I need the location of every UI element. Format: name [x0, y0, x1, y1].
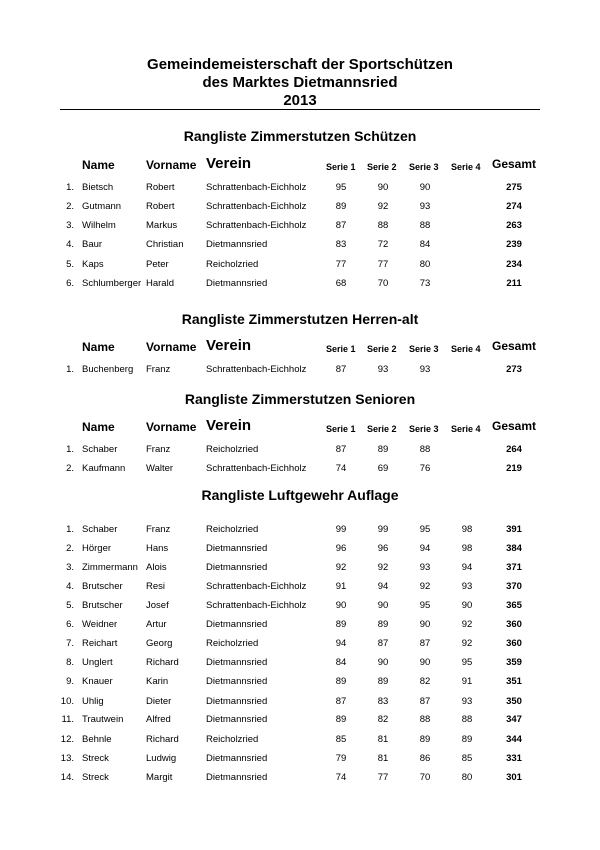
cell-serie-2: 94 — [377, 581, 389, 592]
cell-rank: 6. — [66, 619, 74, 630]
cell-rank: 13. — [60, 753, 74, 764]
column-header-serie-3: Serie 3 — [409, 424, 439, 434]
cell-gesamt: 239 — [506, 239, 522, 250]
cell-name: Behnle — [82, 734, 112, 745]
cell-vorname: Hans — [146, 543, 169, 554]
cell-name: Wilhelm — [82, 220, 116, 231]
cell-rank: 6. — [66, 278, 74, 289]
cell-rank: 11. — [61, 714, 74, 725]
cell-name: Baur — [82, 239, 103, 250]
cell-serie-4: 93 — [461, 581, 473, 592]
cell-gesamt: 371 — [506, 562, 522, 573]
column-header-serie-2: Serie 2 — [367, 424, 397, 434]
cell-serie-3: 90 — [419, 657, 431, 668]
cell-serie-1: 87 — [335, 444, 347, 455]
cell-name: Brutscher — [82, 581, 123, 592]
cell-vorname: Artur — [146, 619, 167, 630]
cell-gesamt: 274 — [506, 201, 522, 212]
cell-vorname: Georg — [146, 638, 173, 649]
cell-verein: Dietmannsried — [206, 619, 268, 630]
cell-vorname: Josef — [146, 600, 169, 611]
column-header-serie-4: Serie 4 — [451, 424, 481, 434]
section-title: Rangliste Zimmerstutzen Schützen — [183, 128, 417, 144]
cell-verein: Schrattenbach-Eichholz — [206, 220, 307, 231]
cell-verein: Reicholzried — [206, 444, 259, 455]
title-divider — [60, 109, 540, 110]
cell-serie-3: 87 — [419, 696, 431, 707]
cell-gesamt: 384 — [506, 543, 522, 554]
cell-vorname: Margit — [146, 772, 173, 783]
cell-rank: 10. — [60, 696, 74, 707]
cell-serie-3: 82 — [419, 676, 431, 687]
cell-name: Bietsch — [82, 182, 114, 193]
cell-verein: Schrattenbach-Eichholz — [206, 463, 307, 474]
cell-vorname: Franz — [146, 524, 171, 535]
cell-serie-2: 92 — [377, 562, 389, 573]
cell-verein: Reicholzried — [206, 638, 259, 649]
cell-serie-2: 77 — [377, 259, 389, 270]
cell-name: Zimmermann — [82, 562, 138, 573]
cell-serie-3: 73 — [419, 278, 431, 289]
column-header-serie-2: Serie 2 — [367, 344, 397, 354]
cell-rank: 2. — [66, 201, 74, 212]
column-header-vorname: Vorname — [146, 420, 197, 434]
cell-serie-2: 72 — [377, 239, 389, 250]
cell-vorname: Robert — [146, 201, 175, 212]
cell-name: Unglert — [82, 657, 113, 668]
cell-name: Brutscher — [82, 600, 123, 611]
cell-serie-2: 99 — [377, 524, 389, 535]
cell-gesamt: 351 — [506, 676, 522, 687]
cell-serie-1: 87 — [335, 696, 347, 707]
cell-gesamt: 365 — [506, 600, 522, 611]
cell-serie-2: 89 — [377, 619, 389, 630]
cell-serie-1: 79 — [335, 753, 347, 764]
cell-rank: 9. — [66, 676, 74, 687]
cell-serie-3: 93 — [419, 201, 431, 212]
cell-serie-3: 87 — [419, 638, 431, 649]
cell-vorname: Richard — [146, 734, 179, 745]
cell-serie-2: 90 — [377, 600, 389, 611]
cell-serie-1: 89 — [335, 201, 347, 212]
cell-verein: Dietmannsried — [206, 696, 268, 707]
cell-vorname: Walter — [146, 463, 174, 474]
cell-serie-2: 88 — [377, 220, 389, 231]
column-header-name: Name — [82, 340, 115, 354]
cell-serie-4: 80 — [461, 772, 473, 783]
cell-rank: 7. — [66, 638, 74, 649]
cell-rank: 2. — [66, 463, 74, 474]
cell-gesamt: 350 — [506, 696, 522, 707]
cell-serie-1: 89 — [335, 676, 347, 687]
column-header-name: Name — [82, 420, 115, 434]
document-title-line-2: des Marktes Dietmannsried — [202, 74, 398, 91]
column-header-serie-1: Serie 1 — [326, 344, 356, 354]
cell-serie-2: 89 — [377, 676, 389, 687]
cell-rank: 8. — [66, 657, 74, 668]
cell-vorname: Franz — [146, 444, 171, 455]
cell-vorname: Karin — [146, 676, 169, 687]
cell-vorname: Harald — [146, 278, 174, 289]
cell-vorname: Resi — [146, 581, 166, 592]
cell-serie-2: 89 — [377, 444, 389, 455]
cell-verein: Schrattenbach-Eichholz — [206, 364, 307, 375]
cell-vorname: Peter — [146, 259, 169, 270]
cell-name: Reichart — [82, 638, 118, 649]
cell-name: Streck — [82, 753, 109, 764]
cell-serie-3: 95 — [419, 600, 431, 611]
cell-verein: Dietmannsried — [206, 562, 268, 573]
cell-verein: Schrattenbach-Eichholz — [206, 600, 307, 611]
cell-serie-3: 86 — [419, 753, 431, 764]
cell-gesamt: 359 — [506, 657, 522, 668]
cell-gesamt: 360 — [506, 638, 522, 649]
section-title: Rangliste Luftgewehr Auflage — [201, 487, 399, 503]
cell-serie-3: 93 — [419, 562, 431, 573]
cell-rank: 3. — [66, 220, 74, 231]
cell-verein: Reicholzried — [206, 524, 259, 535]
cell-serie-4: 95 — [461, 657, 473, 668]
cell-serie-3: 94 — [419, 543, 431, 554]
cell-serie-3: 90 — [419, 619, 431, 630]
cell-serie-3: 89 — [419, 734, 431, 745]
cell-serie-3: 93 — [419, 364, 431, 375]
cell-serie-2: 81 — [377, 734, 389, 745]
cell-rank: 5. — [66, 600, 74, 611]
cell-serie-1: 77 — [335, 259, 347, 270]
section-title: Rangliste Zimmerstutzen Herren-alt — [181, 311, 419, 327]
cell-vorname: Ludwig — [146, 753, 177, 764]
column-header-verein: Verein — [206, 417, 252, 434]
cell-serie-2: 92 — [377, 201, 389, 212]
cell-rank: 5. — [66, 259, 74, 270]
cell-name: Hörger — [82, 543, 112, 554]
cell-gesamt: 219 — [506, 463, 522, 474]
cell-serie-1: 90 — [335, 600, 347, 611]
cell-serie-2: 90 — [377, 182, 389, 193]
cell-serie-3: 80 — [419, 259, 431, 270]
cell-serie-3: 88 — [419, 714, 431, 725]
cell-serie-1: 94 — [335, 638, 347, 649]
cell-rank: 12. — [60, 734, 74, 745]
cell-rank: 1. — [66, 524, 74, 535]
column-header-serie-4: Serie 4 — [451, 162, 481, 172]
cell-serie-1: 95 — [335, 182, 347, 193]
column-header-serie-2: Serie 2 — [367, 162, 397, 172]
cell-name: Kaps — [82, 259, 104, 270]
cell-serie-4: 92 — [461, 619, 473, 630]
column-header-serie-3: Serie 3 — [409, 162, 439, 172]
column-header-serie-1: Serie 1 — [326, 424, 356, 434]
cell-gesamt: 234 — [506, 259, 522, 270]
cell-verein: Dietmannsried — [206, 676, 268, 687]
cell-serie-4: 85 — [461, 753, 473, 764]
cell-serie-4: 98 — [461, 524, 473, 535]
cell-gesamt: 264 — [506, 444, 522, 455]
cell-serie-2: 83 — [377, 696, 389, 707]
cell-verein: Dietmannsried — [206, 657, 268, 668]
cell-name: Schlumberger — [82, 278, 142, 289]
cell-gesamt: 370 — [506, 581, 522, 592]
cell-serie-1: 87 — [335, 220, 347, 231]
cell-verein: Dietmannsried — [206, 543, 268, 554]
cell-serie-1: 87 — [335, 364, 347, 375]
cell-serie-4: 89 — [461, 734, 473, 745]
cell-rank: 1. — [66, 364, 74, 375]
cell-vorname: Christian — [146, 239, 184, 250]
column-header-serie-3: Serie 3 — [409, 344, 439, 354]
cell-verein: Schrattenbach-Eichholz — [206, 182, 307, 193]
cell-serie-3: 70 — [419, 772, 431, 783]
cell-verein: Dietmannsried — [206, 714, 268, 725]
cell-serie-1: 99 — [335, 524, 347, 535]
cell-verein: Dietmannsried — [206, 753, 268, 764]
cell-serie-2: 82 — [377, 714, 389, 725]
cell-vorname: Alois — [146, 562, 167, 573]
cell-rank: 1. — [66, 182, 74, 193]
cell-vorname: Markus — [146, 220, 178, 231]
cell-serie-2: 81 — [377, 753, 389, 764]
cell-serie-1: 92 — [335, 562, 347, 573]
cell-gesamt: 331 — [506, 753, 522, 764]
cell-serie-4: 92 — [461, 638, 473, 649]
cell-name: Knauer — [82, 676, 113, 687]
cell-serie-2: 69 — [377, 463, 389, 474]
cell-gesamt: 391 — [506, 524, 522, 535]
cell-serie-1: 84 — [335, 657, 347, 668]
cell-vorname: Robert — [146, 182, 175, 193]
column-header-gesamt: Gesamt — [492, 157, 537, 171]
cell-vorname: Dieter — [146, 696, 172, 707]
cell-serie-1: 89 — [335, 619, 347, 630]
cell-serie-1: 83 — [335, 239, 347, 250]
document-title-line-1: Gemeindemeisterschaft der Sportschützen — [147, 56, 453, 73]
document-title-year: 2013 — [283, 92, 317, 109]
cell-gesamt: 344 — [506, 734, 522, 745]
column-header-name: Name — [82, 158, 115, 172]
cell-serie-3: 88 — [419, 444, 431, 455]
cell-verein: Schrattenbach-Eichholz — [206, 581, 307, 592]
cell-verein: Dietmannsried — [206, 278, 268, 289]
column-header-vorname: Vorname — [146, 158, 197, 172]
cell-name: Trautwein — [82, 714, 124, 725]
cell-serie-1: 85 — [335, 734, 347, 745]
cell-serie-3: 92 — [419, 581, 431, 592]
cell-serie-2: 96 — [377, 543, 389, 554]
cell-gesamt: 275 — [506, 182, 522, 193]
cell-serie-1: 68 — [335, 278, 347, 289]
cell-name: Buchenberg — [82, 364, 134, 375]
cell-name: Schaber — [82, 524, 118, 535]
cell-serie-2: 93 — [377, 364, 389, 375]
cell-serie-3: 84 — [419, 239, 431, 250]
cell-serie-1: 96 — [335, 543, 347, 554]
cell-rank: 4. — [66, 239, 74, 250]
cell-gesamt: 263 — [506, 220, 522, 231]
cell-serie-1: 89 — [335, 714, 347, 725]
section-title: Rangliste Zimmerstutzen Senioren — [184, 391, 416, 407]
cell-serie-3: 95 — [419, 524, 431, 535]
cell-name: Schaber — [82, 444, 118, 455]
cell-serie-1: 74 — [335, 772, 347, 783]
cell-gesamt: 360 — [506, 619, 522, 630]
cell-name: Gutmann — [82, 201, 122, 212]
cell-verein: Dietmannsried — [206, 772, 268, 783]
column-header-verein: Verein — [206, 155, 252, 172]
cell-vorname: Franz — [146, 364, 171, 375]
cell-rank: 2. — [66, 543, 74, 554]
cell-serie-3: 90 — [419, 182, 431, 193]
cell-rank: 3. — [66, 562, 74, 573]
cell-verein: Reicholzried — [206, 734, 259, 745]
cell-name: Uhlig — [82, 696, 104, 707]
cell-gesamt: 211 — [506, 278, 522, 289]
cell-vorname: Richard — [146, 657, 179, 668]
cell-rank: 4. — [66, 581, 74, 592]
column-header-serie-4: Serie 4 — [451, 344, 481, 354]
column-header-vorname: Vorname — [146, 340, 197, 354]
cell-verein: Dietmannsried — [206, 239, 268, 250]
cell-name: Streck — [82, 772, 109, 783]
cell-serie-4: 88 — [461, 714, 473, 725]
cell-serie-3: 88 — [419, 220, 431, 231]
column-header-gesamt: Gesamt — [492, 339, 537, 353]
cell-serie-2: 70 — [377, 278, 389, 289]
cell-serie-1: 74 — [335, 463, 347, 474]
cell-serie-4: 94 — [461, 562, 473, 573]
cell-name: Weidner — [82, 619, 118, 630]
cell-rank: 1. — [66, 444, 74, 455]
cell-serie-4: 93 — [461, 696, 473, 707]
cell-serie-4: 98 — [461, 543, 473, 554]
column-header-gesamt: Gesamt — [492, 419, 537, 433]
cell-serie-2: 90 — [377, 657, 389, 668]
cell-name: Kaufmann — [82, 463, 126, 474]
cell-gesamt: 347 — [506, 714, 522, 725]
cell-verein: Schrattenbach-Eichholz — [206, 201, 307, 212]
cell-serie-1: 91 — [335, 581, 347, 592]
cell-rank: 14. — [60, 772, 74, 783]
cell-gesamt: 301 — [506, 772, 522, 783]
cell-serie-2: 87 — [377, 638, 389, 649]
cell-verein: Reicholzried — [206, 259, 259, 270]
cell-vorname: Alfred — [146, 714, 171, 725]
cell-serie-3: 76 — [419, 463, 431, 474]
column-header-verein: Verein — [206, 337, 252, 354]
cell-gesamt: 273 — [506, 364, 522, 375]
column-header-serie-1: Serie 1 — [326, 162, 356, 172]
cell-serie-4: 91 — [461, 676, 473, 687]
cell-serie-2: 77 — [377, 772, 389, 783]
cell-serie-4: 90 — [461, 600, 473, 611]
